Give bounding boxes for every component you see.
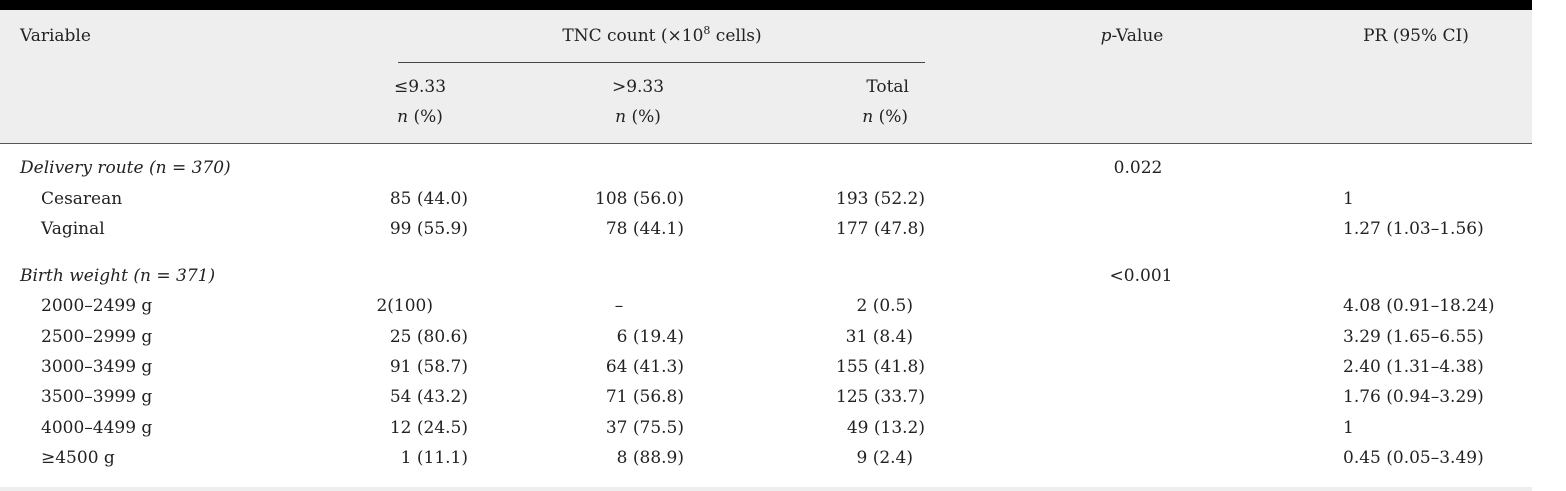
header-col-gt-n-pct: n (%) xyxy=(615,107,661,127)
header-col-gt-9-33: >9.33 xyxy=(611,77,665,97)
row-le: 1 (11.1) xyxy=(400,448,468,468)
row-gt: – xyxy=(614,296,624,316)
row-pr: 0.45 (0.05–3.49) xyxy=(1343,448,1484,468)
row-label: Vaginal xyxy=(41,219,105,239)
row-gt: 8 (88.9) xyxy=(616,448,684,468)
row-pr: 1 xyxy=(1343,418,1354,438)
row-gt: 64 (41.3) xyxy=(605,357,684,377)
row-total: 31 (8.4) xyxy=(845,327,913,347)
row-total: 49 (13.2) xyxy=(846,418,925,438)
row-le: 85 (44.0) xyxy=(389,189,468,209)
row-gt: 71 (56.8) xyxy=(605,387,684,407)
row-label: 3000–3499 g xyxy=(41,357,153,377)
header-col-le-n-pct: n (%) xyxy=(397,107,443,127)
section-pvalue-birth-weight: <0.001 xyxy=(1109,266,1173,286)
header-col-total: Total xyxy=(866,77,909,97)
row-le: 12 (24.5) xyxy=(389,418,468,438)
top-rule xyxy=(0,0,1532,10)
row-gt: 6 (19.4) xyxy=(616,327,684,347)
row-pr: 1.27 (1.03–1.56) xyxy=(1343,219,1484,239)
row-gt: 108 (56.0) xyxy=(595,189,684,209)
header-variable: Variable xyxy=(20,26,91,46)
tnc-group-rule xyxy=(398,62,925,63)
section-pvalue-delivery-route: 0.022 xyxy=(1113,158,1163,178)
table-bottom-band xyxy=(0,487,1532,491)
row-label: ≥4500 g xyxy=(41,448,115,468)
row-label: 2500–2999 g xyxy=(41,327,153,347)
row-pr: 4.08 (0.91–18.24) xyxy=(1343,296,1495,316)
section-title-birth-weight: Birth weight (n = 371) xyxy=(20,266,216,286)
row-le: 2(100) xyxy=(376,296,433,316)
row-label: 2000–2499 g xyxy=(41,296,153,316)
header-pr-ci: PR (95% CI) xyxy=(1363,26,1469,46)
header-p-value: p-Value xyxy=(1100,26,1164,46)
row-pr: 1.76 (0.94–3.29) xyxy=(1343,387,1484,407)
row-le: 99 (55.9) xyxy=(389,219,468,239)
row-label: Cesarean xyxy=(41,189,123,209)
row-pr: 2.40 (1.31–4.38) xyxy=(1343,357,1484,377)
row-gt: 37 (75.5) xyxy=(605,418,684,438)
table-header-band xyxy=(0,10,1532,144)
row-total: 9 (2.4) xyxy=(856,448,913,468)
row-label: 4000–4499 g xyxy=(41,418,153,438)
section-title-delivery-route: Delivery route (n = 370) xyxy=(20,158,231,178)
row-total: 155 (41.8) xyxy=(836,357,925,377)
row-label: 3500–3999 g xyxy=(41,387,153,407)
row-le: 54 (43.2) xyxy=(389,387,468,407)
row-total: 177 (47.8) xyxy=(836,219,925,239)
row-pr: 1 xyxy=(1343,189,1354,209)
row-total: 2 (0.5) xyxy=(856,296,913,316)
row-gt: 78 (44.1) xyxy=(605,219,684,239)
row-pr: 3.29 (1.65–6.55) xyxy=(1343,327,1484,347)
row-le: 91 (58.7) xyxy=(389,357,468,377)
header-bottom-rule xyxy=(0,143,1532,144)
row-le: 25 (80.6) xyxy=(389,327,468,347)
header-col-total-n-pct: n (%) xyxy=(862,107,908,127)
row-total: 125 (33.7) xyxy=(836,387,925,407)
header-tnc-count: TNC count ($\times 10^8$ cells) xyxy=(562,24,762,46)
header-col-le-9-33: ≤9.33 xyxy=(393,77,447,97)
row-total: 193 (52.2) xyxy=(836,189,925,209)
